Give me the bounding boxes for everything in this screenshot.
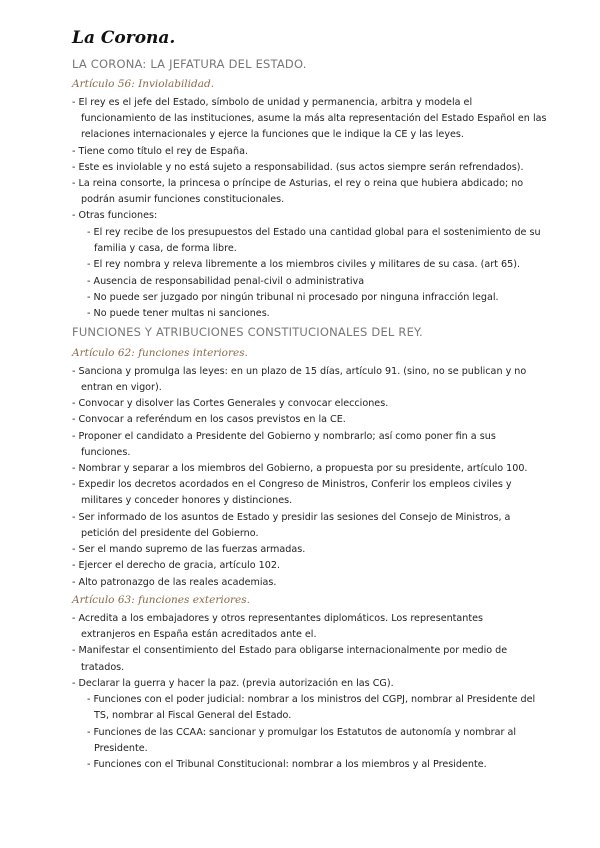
text-line: - Funciones de las CCAA: sancionar y promulgar los Estatutos de autonomía y nombrar al xyxy=(87,727,517,738)
text-line: - Ejercer el derecho de gracia, artículo 102. xyxy=(72,560,280,571)
article-62-heading: Artículo 62: funciones interiores. xyxy=(72,347,248,359)
text-line: - Convocar y disolver las Cortes Generales y convocar elecciones. xyxy=(72,398,389,409)
section-heading-corona: LA CORONA: LA JEFATURA DEL ESTADO. xyxy=(72,57,307,71)
text-line: - No puede ser juzgado por ningún tribunal ni procesado por ninguna infracción legal. xyxy=(87,292,499,303)
text-line: - Otras funciones: xyxy=(72,210,158,221)
text-line: - Declarar la guerra y hacer la paz. (previa autorización en las CG). xyxy=(72,678,394,689)
text-line: - Nombrar y separar a los miembros del Gobierno, a propuesta por su presidente, artículo 100. xyxy=(72,463,528,474)
text-line: - Sanciona y promulga las leyes: en un plazo de 15 días, artículo 91. (sino, no se publican y no xyxy=(72,366,527,377)
text-line: familia y casa, de forma libre. xyxy=(94,243,237,254)
text-line: - Este es inviolable y no está sujeto a responsabilidad. (sus actos siempre serán refrendados). xyxy=(72,162,524,173)
text-line: podrán asumir funciones constitucionales. xyxy=(81,194,285,205)
text-line: - No puede tener multas ni sanciones. xyxy=(87,308,270,319)
text-line: militares y conceder honores y distinciones. xyxy=(81,495,293,506)
text-line: - Alto patronazgo de las reales academias. xyxy=(72,577,277,588)
text-line: - El rey nombra y releva libremente a los miembros civiles y militares de su casa. (art 65). xyxy=(87,259,521,270)
text-line: - Expedir los decretos acordados en el Congreso de Ministros, Conferir los empleos civiles y xyxy=(72,479,512,490)
text-line: - El rey recibe de los presupuestos del Estado una cantidad global para el sostenimiento de su xyxy=(87,227,541,238)
text-line: Presidente. xyxy=(94,743,148,754)
text-line: - Proponer el candidato a Presidente del Gobierno y nombrarlo; así como poner fin a sus xyxy=(72,431,496,442)
text-line: - Tiene como título el rey de España. xyxy=(72,146,248,157)
text-line: - Manifestar el consentimiento del Estado para obligarse internacionalmente por medio de xyxy=(72,645,508,656)
text-line: TS, nombrar al Fiscal General del Estado. xyxy=(94,710,292,721)
text-line: - La reina consorte, la princesa o príncipe de Asturias, el rey o reina que hubiera abdicado; no xyxy=(72,178,524,189)
document-title: La Corona. xyxy=(72,28,176,48)
text-line: funcionamiento de las instituciones, asume la más alta representación del Estado Español en las xyxy=(81,113,547,124)
text-line: - Ser informado de los asuntos de Estado y presidir las sesiones del Consejo de Ministros, a xyxy=(72,512,511,523)
text-line: petición del presidente del Gobierno. xyxy=(81,528,259,539)
text-line: - Acredita a los embajadores y otros representantes diplomáticos. Los representantes xyxy=(72,613,484,624)
text-line: entran en vigor). xyxy=(81,382,162,393)
article-63-heading: Artículo 63: funciones exteriores. xyxy=(72,594,250,606)
text-line: extranjeros en España están acreditados ante el. xyxy=(81,629,317,640)
text-line: funciones. xyxy=(81,447,131,458)
text-line: relaciones internacionales y ejerce la funciones que le indique la CE y las leyes. xyxy=(81,129,464,140)
text-line: - Ausencia de responsabilidad penal-civil o administrativa xyxy=(87,276,365,287)
text-line: - Funciones con el Tribunal Constitucional: nombrar a los miembros y al Presidente. xyxy=(87,759,487,770)
section-heading-funciones: FUNCIONES Y ATRIBUCIONES CONSTITUCIONALES DEL REY. xyxy=(72,325,423,339)
text-line: - El rey es el jefe del Estado, símbolo de unidad y permanencia, arbitra y modela el xyxy=(72,97,473,108)
text-line: tratados. xyxy=(81,662,125,673)
text-line: - Funciones con el poder judicial: nombrar a los ministros del CGPJ, nombrar al Presidente del xyxy=(87,694,536,705)
text-line: - Convocar a referéndum en los casos previstos en la CE. xyxy=(72,414,346,425)
article-56-heading: Artículo 56: Inviolabilidad. xyxy=(72,78,215,90)
text-line: - Ser el mando supremo de las fuerzas armadas. xyxy=(72,544,306,555)
